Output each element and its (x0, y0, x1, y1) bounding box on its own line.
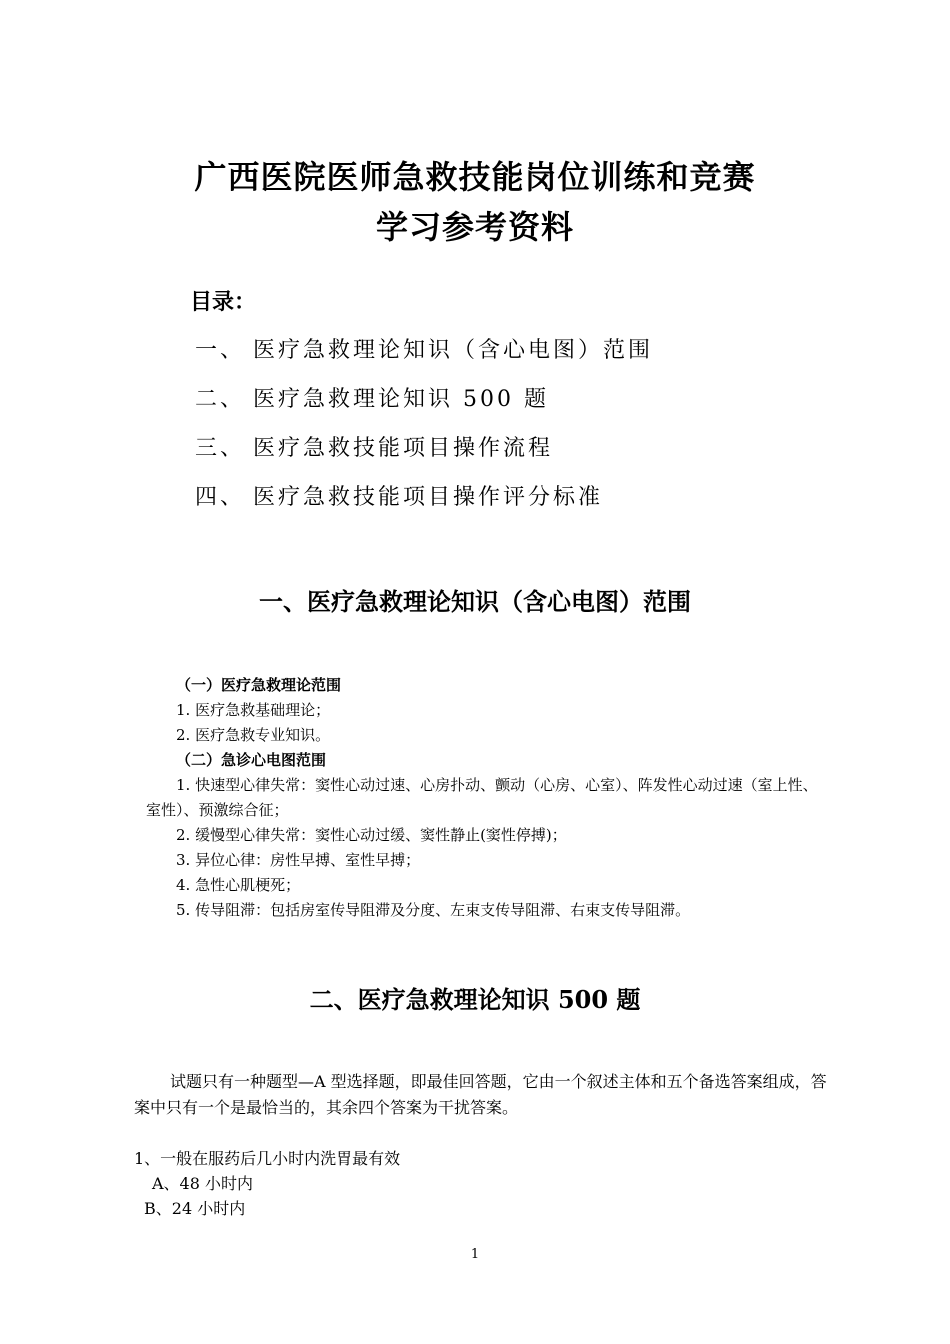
toc-item (195, 431, 553, 462)
answer-option: A、48 小时内 (152, 1174, 254, 1193)
toc-item-number: 二、 (195, 387, 246, 412)
list-item: 4. 急性心肌梗死； (176, 876, 301, 894)
list-item: 5. 传导阻滞：包括房室传导阻滞及分度、左束支传导阻滞、右束支传导阻滞。 (176, 901, 691, 919)
toc-item-text: 医疗急救技能项目操作流程 (253, 436, 554, 461)
list-item: 1. 快速型心律失常：窦性心动过速、心房扑动、颤动（心房、心室）、阵发性心动过速（室上性、 (176, 776, 818, 794)
answer-option: B、24 小时内 (144, 1199, 246, 1218)
toc-item-number: 四、 (195, 485, 246, 510)
toc-item-text: 医疗急救理论知识 500 题 (253, 387, 549, 412)
toc-item (195, 382, 549, 413)
toc-item (195, 480, 603, 511)
list-item: 2. 医疗急救专业知识。 (176, 726, 331, 744)
list-item-continuation: 室性）、预激综合征； (146, 801, 289, 819)
list-item: 1. 医疗急救基础理论； (176, 701, 331, 719)
section-1-heading: 一、医疗急救理论知识（含心电图）范围 (259, 587, 691, 616)
toc-item (195, 333, 653, 364)
toc-heading: 目录： (190, 289, 257, 315)
toc-item-text: 医疗急救技能项目操作评分标准 (253, 485, 604, 510)
document-title-line2: 学习参考资料 (375, 208, 574, 246)
list-item: 3. 异位心律：房性早搏、室性早搏； (176, 851, 421, 869)
question-text: 1、一般在服药后几小时内洗胃最有效 (134, 1149, 401, 1168)
toc-item-number: 三、 (195, 436, 246, 461)
subsection-heading: （二）急诊心电图范围 (176, 751, 327, 769)
subsection-heading: （一）医疗急救理论范围 (176, 676, 342, 694)
page-number: 1 (470, 1247, 480, 1262)
toc-item-number: 一、 (195, 338, 246, 363)
list-item: 2. 缓慢型心律失常：窦性心动过缓、窦性静止(窦性停搏)； (176, 826, 567, 844)
document-title-line1: 广西医院医师急救技能岗位训练和竞赛 (194, 158, 756, 196)
toc-item-text: 医疗急救理论知识（含心电图）范围 (253, 338, 654, 363)
intro-paragraph: 试题只有一种题型—A 型选择题，即最佳回答题，它由一个叙述主体和五个备选答案组成，答案中只有一个是最恰当的，其余四个答案为干扰答案。 (134, 1072, 827, 1117)
section-2-heading: 二、医疗急救理论知识 500 题 (309, 985, 641, 1014)
